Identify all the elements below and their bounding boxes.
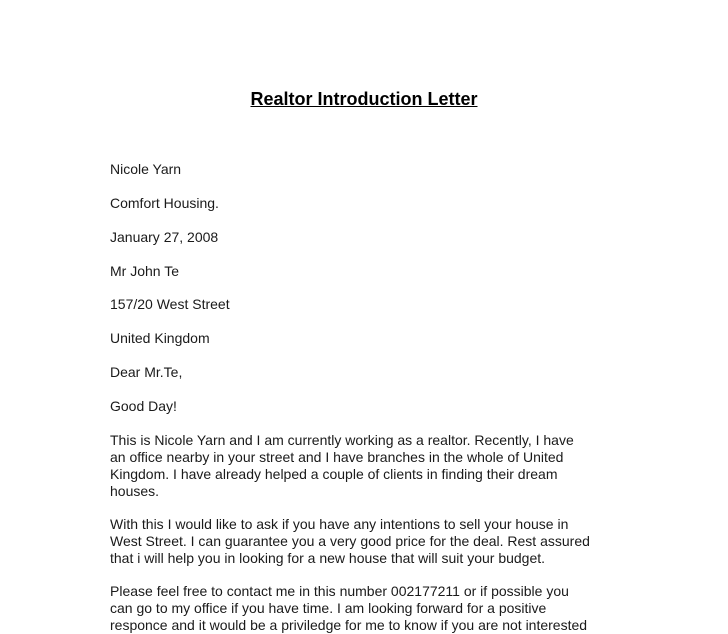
recipient-street: 157/20 West Street bbox=[110, 296, 230, 312]
paragraph-line: houses. bbox=[110, 483, 160, 499]
document-title: Realtor Introduction Letter bbox=[250, 89, 478, 109]
paragraph-line: This is Nicole Yarn and I am currently working as a realtor. Recently, I have bbox=[110, 432, 574, 448]
paragraph-line: With this I would like to ask if you have any intentions to sell your house in bbox=[110, 516, 569, 532]
sender-name: Nicole Yarn bbox=[110, 161, 182, 177]
greeting: Good Day! bbox=[110, 398, 177, 414]
salutation: Dear Mr.Te, bbox=[110, 364, 183, 380]
paragraph-line: an office nearby in your street and I have branches in the whole of United bbox=[110, 449, 564, 465]
paragraph-line: Please feel free to contact me in this number 002177211 or if possible you bbox=[110, 583, 569, 599]
body-paragraph-contact bbox=[110, 583, 630, 634]
paragraph-line: that i will help you in looking for a new house that will suit your budget. bbox=[110, 550, 546, 566]
sender-company: Comfort Housing. bbox=[110, 195, 219, 211]
paragraph-line: responce and it would be a priviledge for me to know if you are not interested bbox=[110, 617, 588, 633]
paragraph-line: Kingdom. I have already helped a couple of clients in finding their dream bbox=[110, 466, 558, 482]
paragraph-line: can go to my office if you have time. I am looking forward for a positive bbox=[110, 600, 547, 616]
recipient-name: Mr John Te bbox=[110, 263, 179, 279]
letter-date: January 27, 2008 bbox=[110, 229, 219, 245]
body-paragraph-intro bbox=[110, 432, 630, 500]
paragraph-line: West Street. I can guarantee you a very good price for the deal. Rest assured bbox=[110, 533, 590, 549]
recipient-country: United Kingdom bbox=[110, 330, 210, 346]
body-paragraph-request bbox=[110, 516, 630, 567]
